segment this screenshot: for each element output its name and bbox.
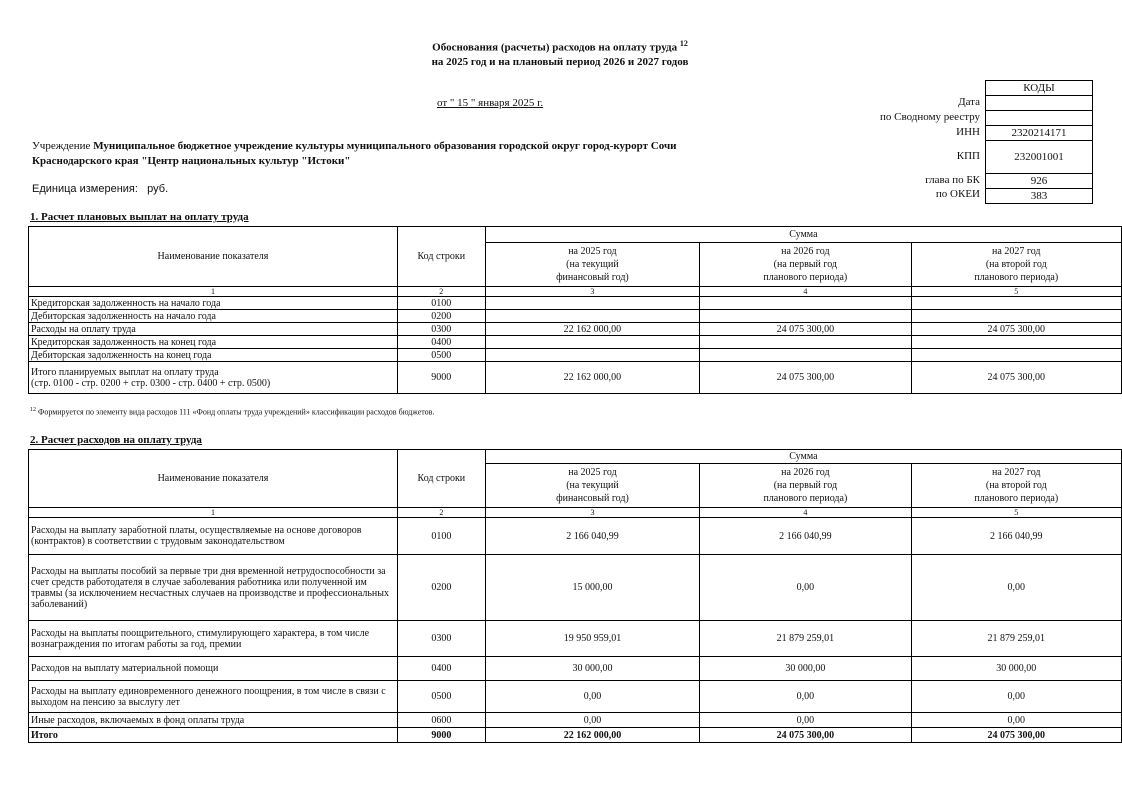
s1-header-code: Код строки	[397, 227, 485, 287]
section2-table	[28, 449, 1122, 743]
title-line1: Обоснования (расчеты) расходов на оплату труда	[432, 41, 678, 54]
s2-header-name: Наименование показателя	[29, 450, 398, 508]
table-row: Кредиторская задолженность на конец года 0400	[29, 336, 1122, 349]
institution-name-line1: Муниципальное бюджетное учреждение культуры муниципального образования городской округ город-курорт Сочи	[93, 140, 677, 152]
unit-of-measure	[32, 183, 168, 195]
section1-table	[28, 226, 1122, 394]
label-okei: по ОКЕИ	[935, 188, 980, 200]
s1-header-year3: на 2027 год (на второй год планового периода)	[911, 243, 1121, 287]
codes-table	[985, 80, 1093, 204]
section2-title: 2. Расчет расходов на оплату труда	[30, 434, 202, 446]
s1-header-name: Наименование показателя	[29, 227, 398, 287]
table-row: Расходы на выплату заработной платы, осуществляемые на основе договоров (контрактов) в соответствии с трудовым законодательством 0100 2 166 040,99 2 166 040,99 2 166 040,99	[29, 518, 1122, 555]
section1-title: 1. Расчет плановых выплат на оплату труда	[30, 211, 249, 223]
s2-header-year2: на 2026 год (на первый год планового периода)	[700, 464, 911, 508]
institution-block	[32, 139, 732, 169]
label-date: Дата	[958, 96, 980, 108]
s2-number-row: 1 2 3 4 5	[29, 508, 1122, 518]
table-row: Расходы на выплаты пособий за первые три дня временной нетрудоспособности за счет средств работодателя в случае заболевания работника или полученной им травмы (за исключением несчастных случаев на производстве и профессиональных заболеваний) 0200 15 000,00 0,00 0,00	[29, 555, 1122, 621]
total-row: Итого планируемых выплат на оплату труда (стр. 0100 - стр. 0200 + стр. 0300 - стр. 0400 + стр. 0500) 9000 22 162 000,00 24 075 300,00 24 075 300,00	[29, 362, 1122, 394]
code-date	[986, 96, 1093, 111]
codes-header: КОДЫ	[986, 81, 1093, 96]
unit-value: руб.	[147, 183, 169, 195]
code-okei: 383	[986, 189, 1093, 204]
label-inn: ИНН	[956, 126, 980, 138]
label-bk: глава по БК	[925, 174, 980, 186]
document-title	[300, 37, 820, 69]
title-line2: на 2025 год и на плановый период 2026 и 2027 годов	[431, 55, 689, 68]
code-inn: 2320214171	[986, 126, 1093, 141]
code-kpp: 232001001	[986, 141, 1093, 174]
table-row: Расходы на оплату труда 0300 22 162 000,00 24 075 300,00 24 075 300,00	[29, 323, 1122, 336]
s2-header-code: Код строки	[397, 450, 485, 508]
unit-label: Единица измерения:	[32, 183, 138, 195]
s2-header-year1: на 2025 год (на текущий финансовый год)	[485, 464, 699, 508]
document-date: от " 15 " января 2025 г.	[437, 97, 544, 109]
s1-header-year2: на 2026 год (на первый год планового периода)	[700, 243, 911, 287]
s2-header-year3: на 2027 год (на второй год планового периода)	[911, 464, 1121, 508]
label-registry: по Сводному реестру	[880, 111, 980, 123]
s2-header-sum: Сумма	[485, 450, 1121, 464]
table-row: Дебиторская задолженность на конец года 0500	[29, 349, 1122, 362]
s1-number-row: 1 2 3 4 5	[29, 287, 1122, 297]
total-row: Итого 9000 22 162 000,00 24 075 300,00 24 075 300,00	[29, 728, 1122, 743]
institution-label: Учреждение	[32, 140, 91, 152]
s1-header-year1: на 2025 год (на текущий финансовый год)	[485, 243, 699, 287]
table-row: Кредиторская задолженность на начало года 0100	[29, 297, 1122, 310]
table-row: Расходы на выплаты поощрительного, стимулирующего характера, в том числе вознаграждения по итогам работы за год, премии 0300 19 950 959,01 21 879 259,01 21 879 259,01	[29, 621, 1122, 657]
table-row: Иные расходов, включаемых в фонд оплаты труда 0600 0,00 0,00 0,00	[29, 713, 1122, 728]
table-row: Расходы на выплату единовременного денежного поощрения, в том числе в связи с выходом на пенсию за выслугу лет 0500 0,00 0,00 0,00	[29, 681, 1122, 713]
s1-header-sum: Сумма	[485, 227, 1121, 243]
footnote: $^{12}$ Формируется по элементу вида расходов 111 «Фонд оплаты труда учреждений» классификации расходов бюджетов.	[30, 407, 435, 417]
code-bk: 926	[986, 174, 1093, 189]
table-row: Дебиторская задолженность на начало года 0200	[29, 310, 1122, 323]
code-registry	[986, 111, 1093, 126]
table-row: Расходов на выплату материальной помощи 0400 30 000,00 30 000,00 30 000,00	[29, 657, 1122, 681]
label-kpp: КПП	[956, 150, 980, 162]
institution-name-line2: Краснодарского края "Центр национальных культур "Истоки"	[32, 155, 351, 167]
title-footnote-mark: 12	[679, 39, 688, 48]
